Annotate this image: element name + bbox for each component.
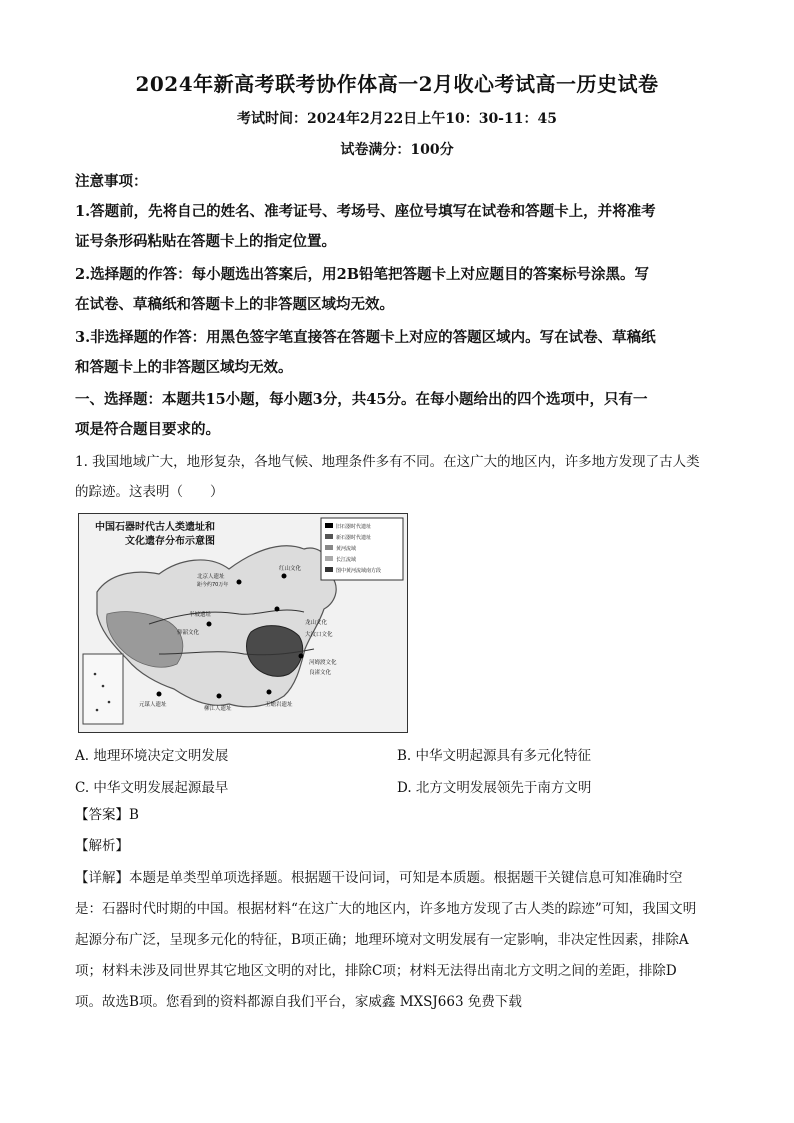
map-label: 柳江人遗址 — [204, 706, 232, 712]
notice-line: 在试卷、草稿纸和答题卡上的非答题区域均无效。 — [75, 296, 394, 313]
map-label: 龙山文化 — [305, 620, 328, 626]
section-heading: 项是符合题目要求的。 — [75, 421, 220, 438]
question-stem: 的踪迹。这表明（ ） — [75, 484, 224, 500]
legend-label: 黄河流域 — [336, 546, 357, 552]
site-marker — [282, 574, 287, 579]
detail-text: 本题是单类型单项选择题。根据题干设问词，可知是本质题。根据题干关键信息可知准确时空 — [129, 870, 683, 886]
analysis-tag: 【解析】 — [75, 838, 129, 854]
answer-line — [75, 805, 725, 825]
map-label: 良渚文化 — [309, 670, 332, 676]
site-marker — [157, 692, 162, 697]
site-marker — [237, 580, 242, 585]
map-label: 河姆渡文化 — [309, 660, 337, 666]
site-marker — [267, 690, 272, 695]
answer-value: B — [129, 807, 139, 823]
notice-line: 1.答题前，先将自己的姓名、准考证号、考场号、座位号填写在试卷和答题卡上，并将准考 — [75, 203, 656, 220]
exam-time: 考试时间：2024年2月22日上午10：30-11：45 — [237, 111, 557, 127]
china-map-illustration — [79, 514, 407, 732]
option-d: D. 北方文明发展领先于南方文明 — [397, 780, 592, 796]
legend-label: 新石器时代遗址 — [336, 535, 372, 541]
site-marker — [207, 622, 212, 627]
map-title-line2: 文化遗存分布示意图 — [125, 536, 215, 547]
map-label: 距今约70万年 — [197, 582, 229, 588]
stone-age-sites-map — [78, 513, 408, 733]
detail-line: 项。故选B项。您看到的资料都源自我们平台，家威鑫 MXSJ663 免费下载 — [75, 994, 522, 1010]
exam-title: 2024年新高考联考协作体高一2月收心考试高一历史试卷 — [135, 72, 659, 96]
section-heading: 一、选择题：本题共15小题，每小题3分，共45分。在每小题给出的四个选项中，只有一 — [75, 391, 648, 408]
detail-line — [75, 868, 725, 888]
legend-label: 旧石器时代遗址 — [336, 524, 372, 530]
site-marker — [217, 694, 222, 699]
map-label: 北京人遗址 — [197, 574, 225, 580]
notice-heading: 注意事项： — [75, 173, 148, 190]
detail-tag: 【详解】 — [75, 870, 129, 886]
map-label: 红山文化 — [279, 566, 302, 572]
map-label: 仰韶文化 — [177, 630, 200, 636]
notice-line: 3.非选择题的作答：用黑色签字笔直接答在答题卡上对应的答题区域内。写在试卷、草稿纸 — [75, 329, 656, 346]
question-stem: 1. 我国地域广大，地形复杂，各地气候、地理条件多有不同。在这广大的地区内，许多地方发现了古人类 — [75, 454, 700, 470]
map-title-line1: 中国石器时代古人类遗址和 — [95, 522, 215, 533]
full-score: 试卷满分：100分 — [340, 142, 454, 158]
map-label: 大汶口文化 — [305, 632, 333, 638]
legend-label: 长江流域 — [336, 557, 357, 563]
site-marker — [275, 607, 280, 612]
notice-line: 2.选择题的作答：每小题选出答案后，用2B铅笔把答题卡上对应题目的答案标号涂黑。写 — [75, 266, 649, 283]
map-label: 元谋人遗址 — [139, 702, 167, 708]
detail-line: 是：石器时代时期的中国。根据材料“在这广大的地区内，许多地方发现了古人类的踪迹”可知，我国文明 — [75, 901, 697, 917]
option-a: A. 地理环境决定文明发展 — [75, 748, 229, 764]
notice-line: 和答题卡上的非答题区域均无效。 — [75, 359, 293, 376]
map-label: 半坡遗址 — [189, 612, 212, 618]
notice-line: 证号条形码粘贴在答题卡上的指定位置。 — [75, 233, 336, 250]
detail-line: 项；材料未涉及同世界其它地区文明的对比，排除C项；材料无法得出南北方文明之间的差距，排除D — [75, 963, 677, 979]
site-marker — [299, 654, 304, 659]
south-sea-inset — [83, 654, 123, 724]
map-label: 玉蟾岩遗址 — [265, 702, 293, 708]
legend-label: 图中黄河流域南方段 — [336, 568, 382, 574]
option-c: C. 中华文明发展起源最早 — [75, 780, 229, 796]
answer-tag: 【答案】 — [75, 807, 129, 823]
detail-line: 起源分布广泛，呈现多元化的特征，B项正确；地理环境对文明发展有一定影响，非决定性因素，排除A — [75, 932, 689, 948]
option-b: B. 中华文明起源具有多元化特征 — [397, 748, 592, 764]
